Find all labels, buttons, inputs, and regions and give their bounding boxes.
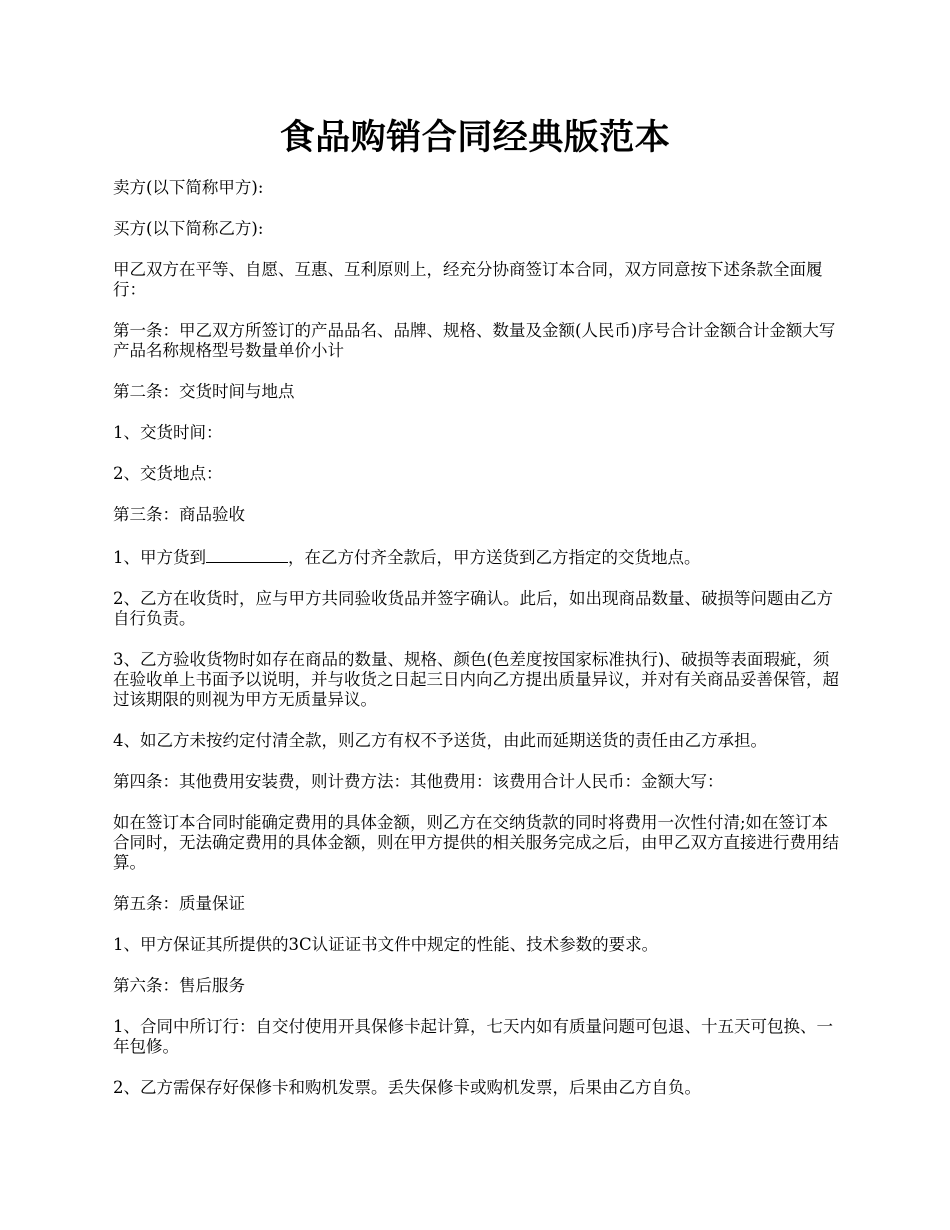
paragraph-inspection-3: 3、乙方验收货物时如存在商品的数量、规格、颜色(色差度按国家标准执行)、破损等表面瑕疵，须在验收单上书面予以说明，并与收货之日起三日内向乙方提出质量异议，并对有关商品妥善保管，超过该期限的则视为甲方无质量异议。 xyxy=(113,650,839,709)
paragraph-article-4: 第四条：其他费用安装费，则计费方法：其他费用：该费用合计人民币：金额大写： xyxy=(113,772,724,791)
paragraph-article-6: 第六条：售后服务 xyxy=(113,976,245,995)
paragraph-buyer: 买方(以下简称乙方): xyxy=(113,219,264,238)
paragraph-inspection-1-before: 1、甲方货到 xyxy=(113,548,206,567)
paragraph-inspection-2: 2、乙方在收货时，应与甲方共同验收货品并签字确认。此后，如出现商品数量、破损等问题由乙方自行负责。 xyxy=(113,589,833,628)
paragraph-article-5: 第五条：质量保证 xyxy=(113,894,245,913)
paragraph-service-2: 2、乙方需保存好保修卡和购机发票。丢失保修卡或购机发票，后果由乙方自负。 xyxy=(113,1078,701,1097)
document-body xyxy=(113,178,843,1119)
paragraph-inspection-4: 4、如乙方未按约定付清全款，则乙方有权不予送货，由此而延期送货的责任由乙方承担。 xyxy=(113,731,767,750)
document-title: 食品购销合同经典版范本 xyxy=(279,117,671,158)
paragraph-service-1: 1、合同中所订行：自交付使用开具保修卡起计算，七天内如有质量问题可包退、十五天可包换、一年包修。 xyxy=(113,1017,833,1056)
paragraph-delivery-time: 1、交货时间： xyxy=(113,423,223,442)
paragraph-article-2: 第二条：交货时间与地点 xyxy=(113,382,295,401)
paragraph-delivery-place: 2、交货地点： xyxy=(113,464,223,483)
paragraph-inspection-1 xyxy=(113,546,843,568)
fill-in-blank xyxy=(206,546,288,563)
paragraph-inspection-1-after: ，在乙方付齐全款后，甲方送货到乙方指定的交货地点。 xyxy=(288,548,701,567)
paragraph-article-3: 第三条：商品验收 xyxy=(113,505,245,524)
paragraph-article-1: 第一条：甲乙双方所签订的产品品名、品牌、规格、数量及金额(人民币)序号合计金额合计金额大写产品名称规格型号数量单价小计 xyxy=(113,321,836,360)
paragraph-preamble: 甲乙双方在平等、自愿、互惠、互利原则上，经充分协商签订本合同，双方同意按下述条款全面履行： xyxy=(113,260,823,299)
paragraph-fees: 如在签订本合同时能确定费用的具体金额，则乙方在交纳货款的同时将费用一次性付清;如在签订本合同时，无法确定费用的具体金额，则在甲方提供的相关服务完成之后，由甲乙双方直接进行费用结算。 xyxy=(113,813,839,872)
paragraph-quality-1: 1、甲方保证其所提供的3C认证证书文件中规定的性能、技术参数的要求。 xyxy=(113,935,659,954)
paragraph-seller: 卖方(以下简称甲方): xyxy=(113,178,264,197)
